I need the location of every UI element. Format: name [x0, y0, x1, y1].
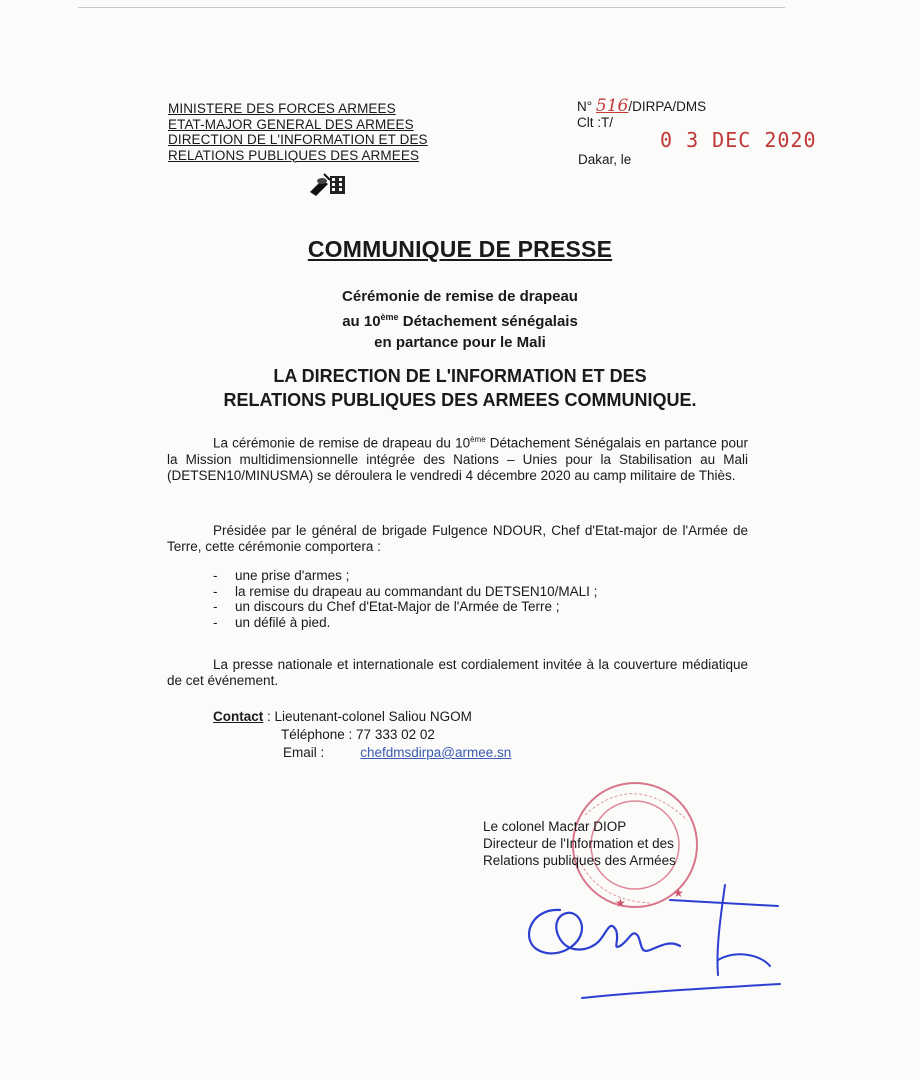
date-stamp: 0 3 DEC 2020 — [660, 128, 817, 152]
paragraph-ceremony — [167, 432, 748, 484]
contact-label: Contact — [213, 709, 264, 724]
paragraph-superscript: ème — [470, 435, 486, 444]
signatory-name: Le colonel Mactar DIOP — [483, 819, 627, 834]
contact-phone: Téléphone : 77 333 02 02 — [281, 727, 435, 742]
svg-text:★: ★ — [673, 886, 684, 900]
reference-clt: Clt :T/ — [577, 115, 613, 130]
list-item — [213, 615, 597, 631]
header-line: MINISTERE DES FORCES ARMEES — [168, 101, 396, 116]
page-top-rule — [78, 7, 785, 8]
header-line: ETAT-MAJOR GENERAL DES ARMEES — [168, 116, 414, 132]
page-title: COMMUNIQUE DE PRESSE — [307, 236, 613, 262]
reference-prefix: N° — [577, 99, 593, 114]
direction-heading-line: RELATIONS PUBLIQUES DES ARMEES COMMUNIQUE. — [223, 390, 697, 410]
contact-email-link[interactable]: chefdmsdirpa@armee.sn — [360, 745, 512, 760]
list-item — [213, 584, 597, 600]
paragraph-press — [167, 657, 748, 689]
subtitle-text: au 10 — [342, 313, 381, 330]
list-bullet: - — [213, 583, 218, 599]
signatory-title: Directeur de l'Information et des — [483, 836, 674, 851]
reference-suffix: /DIRPA/DMS — [628, 99, 707, 114]
subtitle-line: en partance pour le Mali — [374, 334, 546, 351]
paragraph-text: Présidée par le général de brigade Fulgence NDOUR, Chef d'Etat-major de l'Armée de Terre, cette cérémonie comportera : — [167, 523, 748, 554]
list-item — [213, 599, 597, 615]
subtitle-superscript: ème — [380, 312, 399, 322]
list-item-text: la remise du drapeau au commandant du DETSEN10/MALI ; — [235, 583, 598, 599]
paragraph-text: La cérémonie de remise de drapeau du 10 — [213, 435, 471, 451]
signatory-block — [483, 818, 676, 869]
subtitle-line: Cérémonie de remise de drapeau — [342, 288, 578, 305]
list-item — [213, 568, 597, 584]
paragraph-presided — [167, 523, 748, 555]
subtitle-line — [0, 307, 920, 332]
list-bullet: - — [213, 614, 218, 630]
header-line: RELATIONS PUBLIQUES DES ARMEES — [168, 147, 420, 163]
subtitle-text: Détachement sénégalais — [398, 313, 578, 330]
paragraph-text: La presse nationale et internationale est cordialement invitée à la couverture médiatique de cet événement. — [167, 657, 748, 688]
ministry-header — [168, 101, 428, 163]
direction-heading-line: LA DIRECTION DE L'INFORMATION ET DES — [273, 366, 647, 386]
signatory-title: Relations publiques des Armées — [483, 853, 676, 868]
contact-block — [213, 708, 511, 762]
list-item-text: un discours du Chef d'Etat-Major de l'Armée de Terre ; — [235, 599, 560, 614]
reference-number — [577, 98, 706, 115]
dirpa-logo-icon — [308, 172, 348, 198]
header-line: DIRECTION DE L'INFORMATION ET DES — [168, 132, 428, 147]
svg-text:★: ★ — [615, 896, 626, 910]
direction-heading — [0, 364, 920, 412]
reference-block — [577, 98, 706, 131]
program-list — [213, 568, 597, 630]
subtitle — [0, 286, 920, 353]
list-item-text: une prise d'armes ; — [235, 568, 350, 583]
list-bullet: - — [213, 599, 218, 614]
list-item-text: un défilé à pied. — [235, 614, 331, 630]
place-label: Dakar, le — [578, 152, 632, 167]
list-bullet: - — [213, 568, 218, 583]
contact-email-label: Email : — [283, 745, 325, 760]
handwritten-signature — [520, 880, 785, 1000]
reference-handwritten-number: 516 — [595, 96, 629, 116]
paragraph-text: Détachement Sénégalais en partance pour la Mission multidimensionnelle intégrée des Nations – Unies pour la Stabilisation au Mali (DETSEN10/MINUSMA) se déroulera le vendredi 4 décembre 2020 au camp militaire de Thiès. — [167, 435, 748, 483]
contact-name: : Lieutenant-colonel Saliou NGOM — [263, 709, 472, 724]
